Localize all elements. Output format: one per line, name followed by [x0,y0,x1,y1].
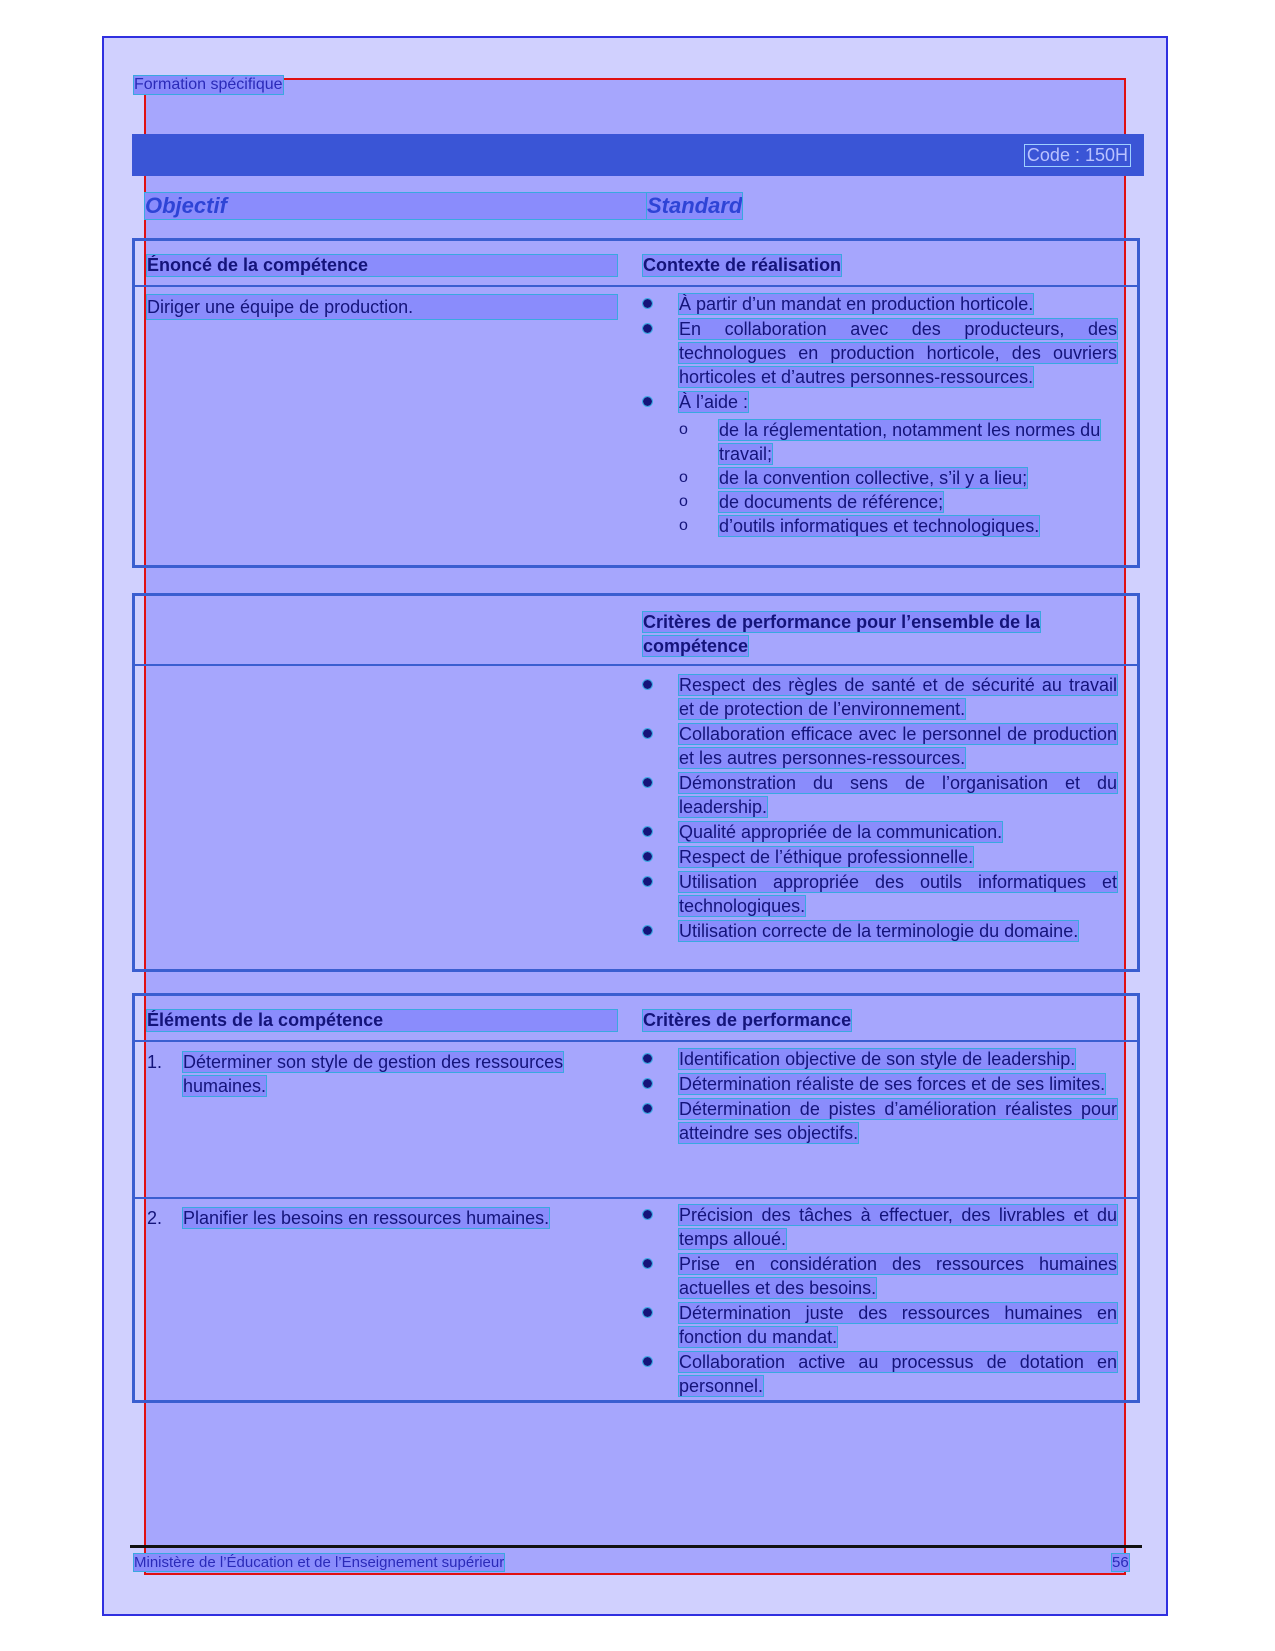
list-item: Démonstration du sens de l’organisation et du leadership. [643,771,1117,819]
global-criteria-header: Critères de performance pour l’ensemble de la compétence [643,612,1041,656]
bullet-icon [643,1210,652,1219]
elements-header: Éléments de la compétence [147,1010,617,1031]
element-1-criteria [643,1047,1117,1146]
global-criteria-table [132,593,1140,972]
element-text: Planifier les besoins en ressources humaines. [183,1208,550,1228]
bullet-icon [643,1079,652,1088]
bullet-icon [643,1104,652,1113]
header-divider [135,664,1137,666]
sub-bullet-icon: o [679,517,688,534]
bullet-icon [643,778,652,787]
bullet-icon [643,729,652,738]
enonce-header: Énoncé de la compétence [147,255,617,276]
code-bar [132,134,1144,176]
list-item: Détermination réaliste de ses forces et de ses limites. [643,1072,1117,1096]
global-criteria-list [643,673,1117,944]
list-item: Respect de l’éthique professionnelle. [643,845,1117,869]
bullet-icon [643,1357,652,1366]
sub-list-item: o d’outils informatiques et technologiques. [679,516,1040,536]
list-item: Utilisation correcte de la terminologie du domaine. [643,919,1117,943]
list-item: Détermination juste des ressources humaines en fonction du mandat. [643,1301,1117,1349]
element-number: 1. [147,1052,163,1072]
element-2-criteria [643,1203,1117,1399]
bullet-icon [643,827,652,836]
list-item: Collaboration efficace avec le personnel de production et les autres personnes-ressources. [643,722,1117,770]
sub-bullet-icon: o [679,421,688,438]
sub-bullet-icon: o [679,493,688,510]
criteria-header: Critères de performance [643,1010,852,1030]
course-code: Code : 150H [1026,145,1128,165]
footer-ministry: Ministère de l’Éducation et de l’Enseignement supérieur [134,1554,505,1571]
footer-rule [130,1545,1142,1548]
contexte-header: Contexte de réalisation [643,255,842,275]
bullet-icon [643,680,652,689]
header-divider [135,1040,1137,1042]
standard-title: Standard [647,193,743,218]
bullet-icon [643,877,652,886]
bullet-icon [643,397,652,406]
bullet-icon [643,299,652,308]
list-item: Respect des règles de santé et de sécurité au travail et de protection de l’environnement. [643,673,1117,721]
contexte-list [643,292,1117,539]
list-item: Utilisation appropriée des outils informatiques et technologiques. [643,870,1117,918]
enonce-text: Diriger une équipe de production. [147,295,617,319]
element-text: Déterminer son style de gestion des ressources humaines. [183,1052,564,1096]
list-item: Prise en considération des ressources humaines actuelles et des besoins. [643,1252,1117,1300]
bullet-icon [643,926,652,935]
sub-list [679,418,1117,538]
elements-table [132,993,1140,1403]
bullet-icon [643,852,652,861]
list-item: Identification objective de son style de leadership. [643,1047,1117,1071]
sub-bullet-icon: o [679,469,688,486]
bullet-icon [643,324,652,333]
row-divider [135,1197,1137,1199]
list-item: Collaboration active au processus de dotation en personnel. [643,1350,1117,1398]
sub-list-item: o de documents de référence; [679,492,944,512]
list-item: En collaboration avec des producteurs, des technologues en production horticole, des ouvriers horticoles et d’autres personnes-ressources. [643,317,1117,389]
element-row-1 [147,1050,617,1098]
bullet-icon [643,1054,652,1063]
list-item: Qualité appropriée de la communication. [643,820,1117,844]
bullet-icon [643,1259,652,1268]
competence-table [132,238,1140,568]
element-row-2 [147,1206,617,1230]
bullet-icon [643,1308,652,1317]
page-number: 56 [1112,1554,1129,1571]
header-divider [135,285,1137,287]
objectif-title: Objectif [145,193,650,219]
sub-list-item: o de la réglementation, notamment les normes du travail; [679,420,1101,464]
list-item: À partir d’un mandat en production horticole. [643,292,1117,316]
section-label: Formation spécifique [134,76,283,93]
list-item: Précision des tâches à effectuer, des livrables et du temps alloué. [643,1203,1117,1251]
sub-list-item: o de la convention collective, s’il y a lieu; [679,468,1028,488]
element-number: 2. [147,1208,163,1228]
list-item: Détermination de pistes d’amélioration réalistes pour atteindre ses objectifs. [643,1097,1117,1145]
list-item: À l’aide : o de la réglementation, notamment les normes du travail; o de la convention collective, s’il y a lieu; o de documents de référence; o d’outils informatiques et technologiques. [643,390,1117,538]
